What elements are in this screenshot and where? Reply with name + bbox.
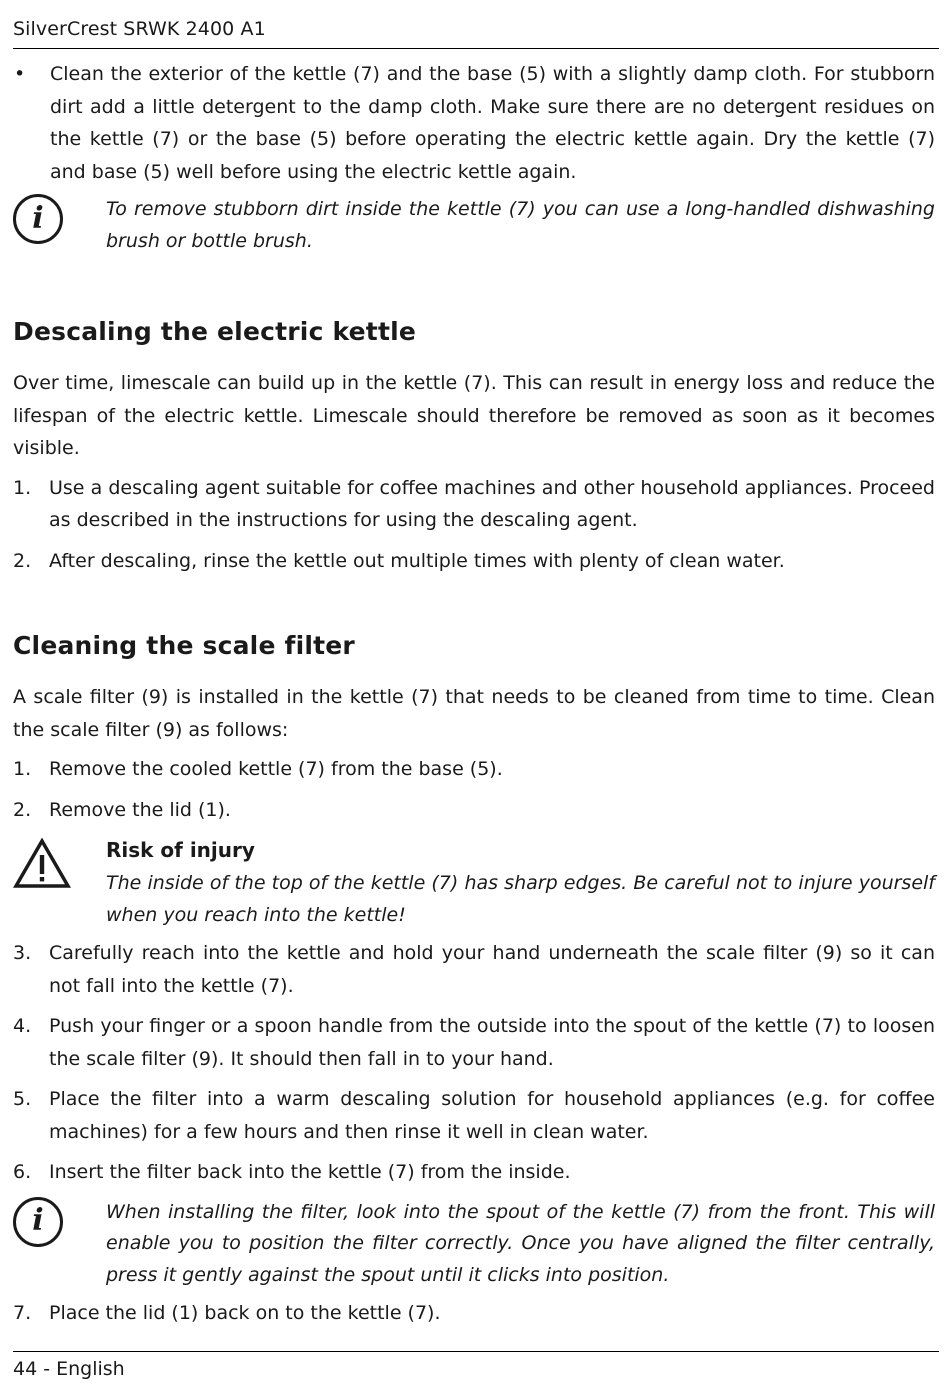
bullet-symbol: • xyxy=(14,63,26,85)
step-text: Remove the lid (1). xyxy=(49,798,231,821)
list-item xyxy=(13,1083,935,1148)
list-item xyxy=(13,937,935,1002)
info-note-brush xyxy=(13,194,935,257)
list-item xyxy=(13,1010,935,1075)
step-number: 3. xyxy=(13,942,32,964)
warning-triangle-icon xyxy=(13,838,71,890)
info-icon-wrap xyxy=(13,1197,106,1292)
step-text: Remove the cooled kettle (7) from the base (5). xyxy=(49,758,503,780)
step-number: 1. xyxy=(13,758,32,780)
list-item xyxy=(13,753,935,786)
list-item xyxy=(13,1156,935,1189)
list-item xyxy=(13,472,935,537)
step-number: 1. xyxy=(13,476,32,499)
step-number: 6. xyxy=(13,1161,32,1183)
step-text: After descaling, rinse the kettle out multiple times with plenty of clean water. xyxy=(49,549,785,572)
step-text: Use a descaling agent suitable for coffee machines and other household appliances. Proceed as described in the instructions for using the descaling agent. xyxy=(49,476,935,531)
filter-paragraph: A scale filter (9) is installed in the kettle (7) that needs to be cleaned from time to time. Clean the scale filter (9) as follows: xyxy=(13,686,935,741)
warning-text: The inside of the top of the kettle (7) has sharp edges. Be careful not to injure yourself when you reach into the kettle! xyxy=(106,872,935,926)
cleaning-bullet xyxy=(13,58,935,188)
step-text: Place the filter into a warm descaling solution for household appliances (e.g. for coffee machines) for a few hours and then rinse it well in clean water. xyxy=(49,1088,935,1143)
section-heading-filter: Cleaning the scale filter xyxy=(13,631,355,660)
step-number: 2. xyxy=(13,798,32,821)
info-icon: i xyxy=(13,194,63,244)
info-icon: i xyxy=(13,1197,63,1247)
warning-title: Risk of injury xyxy=(106,838,255,862)
step-text: Carefully reach into the kettle and hold your hand underneath the scale filter (9) so it can not fall into the kettle (7). xyxy=(49,942,935,997)
list-item xyxy=(13,794,935,827)
info-note-filter xyxy=(13,1197,935,1292)
step-number: 7. xyxy=(13,1302,32,1324)
page-content xyxy=(13,58,935,1338)
info-note-text: When installing the filter, look into the spout of the kettle (7) from the front. This will enable you to position the filter correctly. Once you have aligned the filter centrally, press it gently against the spout until it clicks into position. xyxy=(106,1200,935,1286)
page-footer: 44 - English xyxy=(13,1351,939,1380)
list-item xyxy=(13,1297,935,1330)
step-number: 2. xyxy=(13,549,32,572)
info-icon-wrap xyxy=(13,194,106,257)
step-text: Insert the filter back into the kettle (7) from the inside. xyxy=(49,1161,571,1183)
info-note-text: To remove stubborn dirt inside the kettle (7) you can use a long-handled dishwashing brush or bottle brush. xyxy=(106,198,935,252)
descaling-paragraph: Over time, limescale can build up in the kettle (7). This can result in energy loss and reduce the lifespan of the electric kettle. Limescale should therefore be removed as soon as it becomes visible. xyxy=(13,372,935,459)
step-number: 5. xyxy=(13,1088,32,1110)
warning-box xyxy=(13,834,935,931)
page-header: SilverCrest SRWK 2400 A1 xyxy=(13,18,939,49)
bullet-text: Clean the exterior of the kettle (7) and the base (5) with a slightly damp cloth. For stubborn dirt add a little detergent to the damp cloth. Make sure there are no detergent residues on the kettle (7) or the base (5) before operating the electric kettle again. Dry the kettle (7) and base (5) well before using the electric kettle again. xyxy=(50,63,935,183)
step-text: Place the lid (1) back on to the kettle (7). xyxy=(49,1302,441,1324)
list-item xyxy=(13,545,935,578)
section-heading-descaling: Descaling the electric kettle xyxy=(13,317,417,346)
warning-icon-wrap xyxy=(13,834,106,931)
step-number: 4. xyxy=(13,1015,32,1037)
step-text: Push your finger or a spoon handle from the outside into the spout of the kettle (7) to loosen the scale filter (9). It should then fall in to your hand. xyxy=(49,1015,935,1070)
